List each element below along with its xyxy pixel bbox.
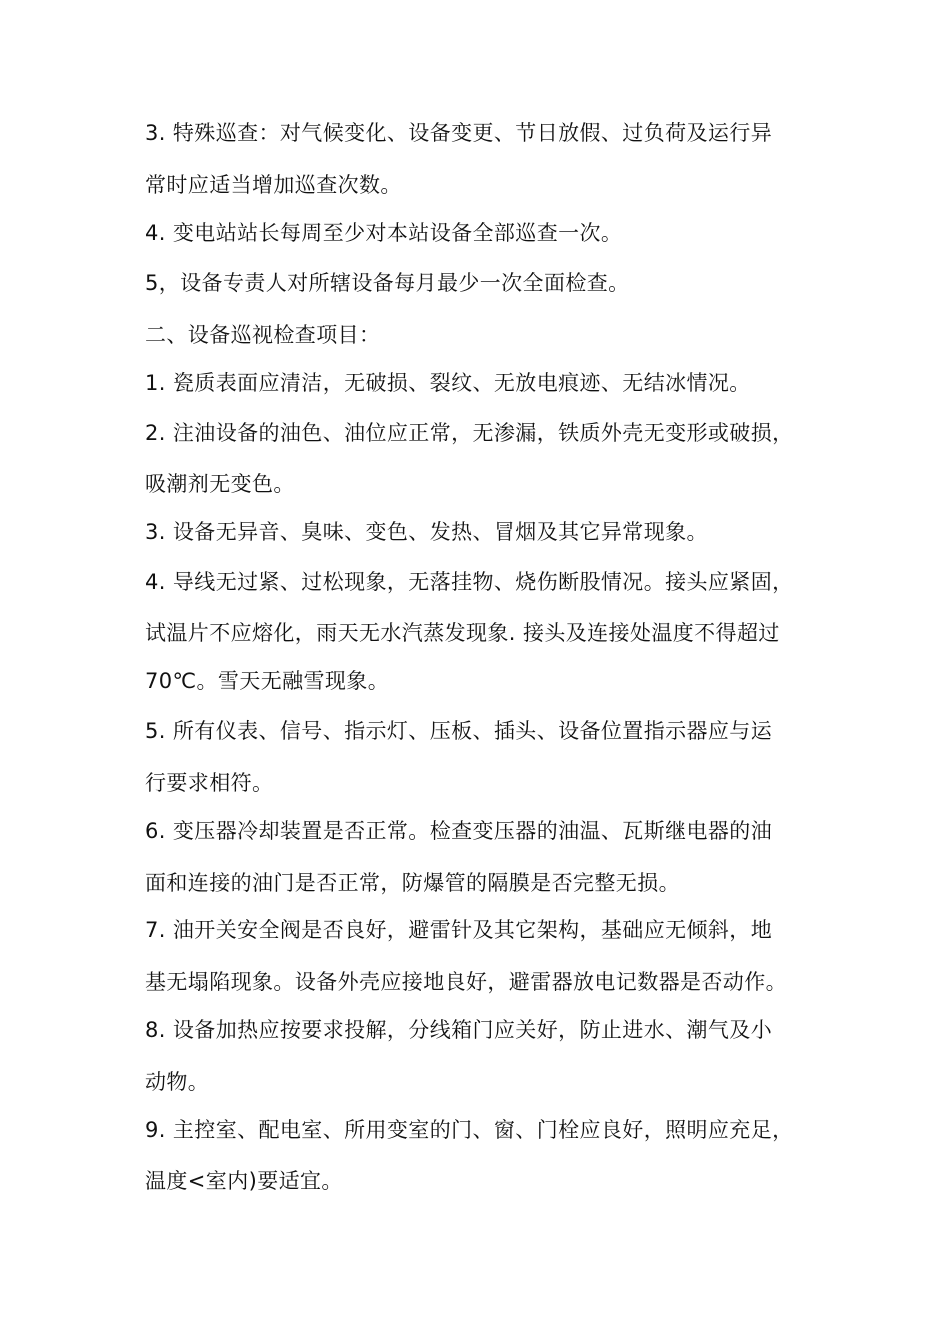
text-line: 行要求相符。	[145, 771, 274, 795]
text-line: 9. 主控室、配电室、所用变室的门、窗、门栓应良好，照明应充足，	[145, 1118, 794, 1142]
text-line: 5，设备专责人对所辖设备每月最少一次全面检查。	[145, 271, 630, 295]
text-line: 吸潮剂无变色。	[145, 472, 295, 496]
text-line: 面和连接的油门是否正常，防爆管的隔膜是否完整无损。	[145, 871, 680, 895]
text-line: 6. 变压器冷却装置是否正常。检查变压器的油温、瓦斯继电器的油	[145, 819, 773, 843]
text-line: 7. 油开关安全阀是否良好，避雷针及其它架构，基础应无倾斜，地	[145, 918, 773, 942]
text-line: 常时应适当增加巡查次数。	[145, 173, 402, 197]
text-line: 1. 瓷质表面应清洁，无破损、裂纹、无放电痕迹、无结冰情况。	[145, 371, 751, 395]
text-line: 4. 变电站站长每周至少对本站设备全部巡查一次。	[145, 221, 623, 245]
text-line: 动物。	[145, 1070, 210, 1094]
text-line: 基无塌陷现象。设备外壳应接地良好，避雷器放电记数器是否动作。	[145, 970, 787, 994]
text-line: 3. 设备无异音、臭味、变色、发热、冒烟及其它异常现象。	[145, 520, 708, 544]
text-line: 2. 注油设备的油色、油位应正常，无渗漏，铁质外壳无变形或破损，	[145, 421, 794, 445]
text-line: 4. 导线无过紧、过松现象，无落挂物、烧伤断股情况。接头应紧固，	[145, 570, 794, 594]
text-line: 70℃。雪天无融雪现象。	[145, 669, 390, 693]
section-heading: 二、设备巡视检查项目：	[145, 323, 381, 347]
text-line: 温度<室内)要适宜。	[145, 1169, 343, 1193]
text-line: 5. 所有仪表、信号、指示灯、压板、插头、设备位置指示器应与运	[145, 719, 773, 743]
text-line: 3. 特殊巡查：对气候变化、设备变更、节日放假、过负荷及运行异	[145, 121, 773, 145]
text-line: 8. 设备加热应按要求投解，分线箱门应关好，防止进水、潮气及小	[145, 1018, 773, 1042]
text-line: 试温片不应熔化，雨天无水汽蒸发现象. 接头及连接处温度不得超过	[145, 621, 780, 645]
